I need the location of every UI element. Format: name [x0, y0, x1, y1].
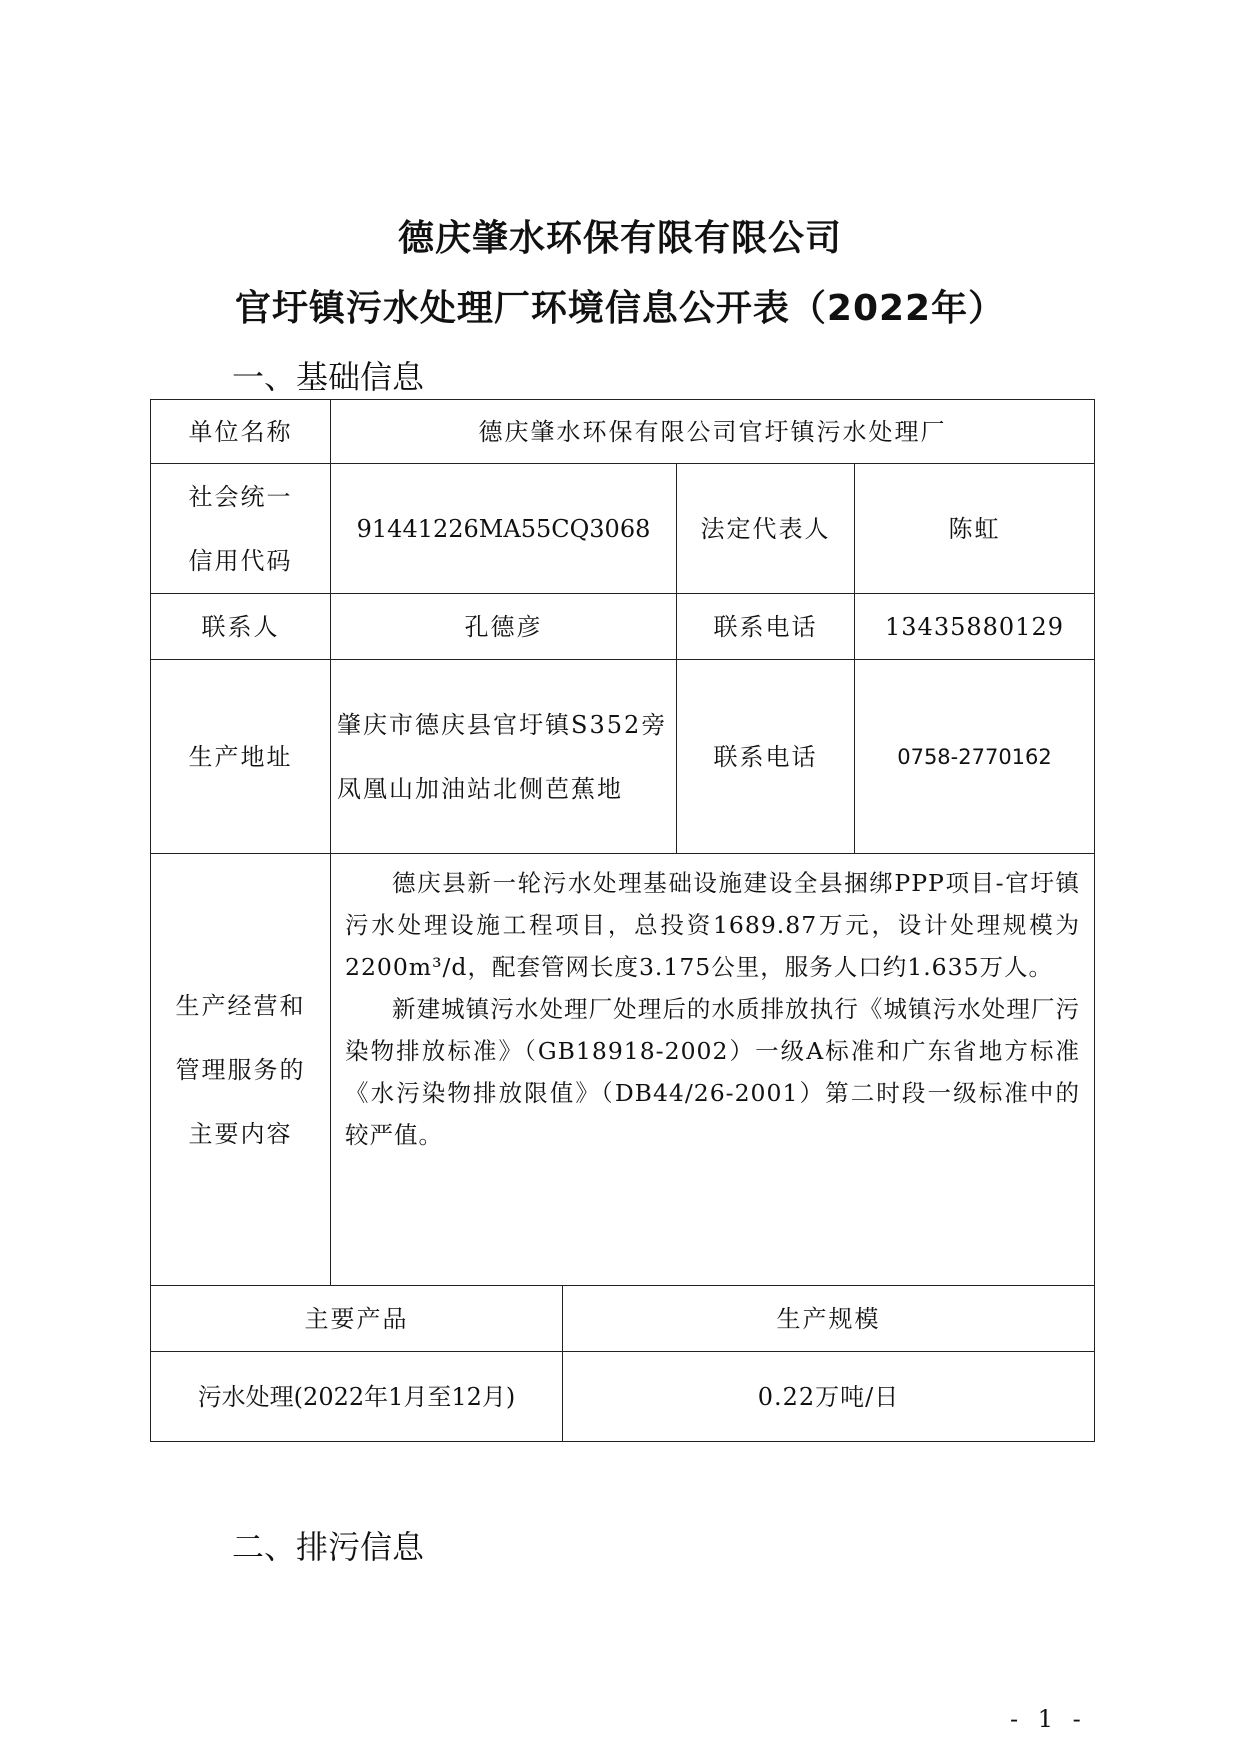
business-content	[331, 854, 1095, 1286]
business-label-line3: 主要内容	[188, 1119, 293, 1148]
table-row	[151, 1286, 1095, 1352]
table-row	[151, 400, 1095, 464]
unit-name-value: 德庆肇水环保有限公司官圩镇污水处理厂	[331, 400, 1095, 464]
section-heading-emission-info: 二、排污信息	[232, 1528, 425, 1566]
phone2-label: 联系电话	[677, 660, 855, 854]
table-row	[151, 854, 1095, 1286]
table-row	[151, 594, 1095, 660]
business-paragraph-2: 新建城镇污水处理厂处理后的水质排放执行《城镇污水处理厂污染物排放标准》（GB18918-2002）一级A标准和广东省地方标准《水污染物排放限值》（DB44/26-2001）第二时段一级标准中的较严值。	[345, 995, 1080, 1149]
business-paragraph-1: 德庆县新一轮污水处理基础设施建设全县捆绑PPP项目-官圩镇污水处理设施工程项目，总投资1689.87万元，设计处理规模为2200m³/d，配套管网长度3.175公里，服务人口约1.635万人。	[345, 869, 1080, 981]
scale-value: 0.22万吨/日	[563, 1352, 1095, 1442]
product-value: 污水处理(2022年1月至12月)	[151, 1352, 563, 1442]
product-header: 主要产品	[151, 1286, 563, 1352]
scale-header: 生产规模	[563, 1286, 1095, 1352]
phone2-value: 0758-2770162	[855, 660, 1095, 854]
document-title-line1: 德庆肇水环保有限有限公司	[397, 218, 842, 259]
page-number: - 1 -	[1010, 1705, 1087, 1733]
document-title-line2: 官圩镇污水处理厂环境信息公开表（2022年）	[234, 288, 1006, 329]
credit-code-value: 91441226MA55CQ3068	[331, 464, 677, 594]
table-row	[151, 1352, 1095, 1442]
contact-label: 联系人	[151, 594, 331, 660]
address-label: 生产地址	[151, 660, 331, 854]
credit-code-label-line2: 信用代码	[188, 546, 293, 575]
basic-info-table	[150, 399, 1095, 1442]
credit-code-label	[151, 464, 331, 594]
unit-name-label: 单位名称	[151, 400, 331, 464]
credit-code-label-line1: 社会统一	[188, 482, 293, 511]
business-label-line2: 管理服务的	[175, 1055, 306, 1084]
phone-label: 联系电话	[677, 594, 855, 660]
contact-value: 孔德彦	[331, 594, 677, 660]
table-row	[151, 464, 1095, 594]
address-value: 肇庆市德庆县官圩镇S352旁凤凰山加油站北侧芭蕉地	[331, 660, 677, 854]
legal-rep-value: 陈虹	[855, 464, 1095, 594]
phone-value: 13435880129	[855, 594, 1095, 660]
business-label	[151, 854, 331, 1286]
table-row	[151, 660, 1095, 854]
section-heading-basic-info: 一、基础信息	[232, 358, 425, 396]
business-label-line1: 生产经营和	[175, 991, 306, 1020]
legal-rep-label: 法定代表人	[677, 464, 855, 594]
